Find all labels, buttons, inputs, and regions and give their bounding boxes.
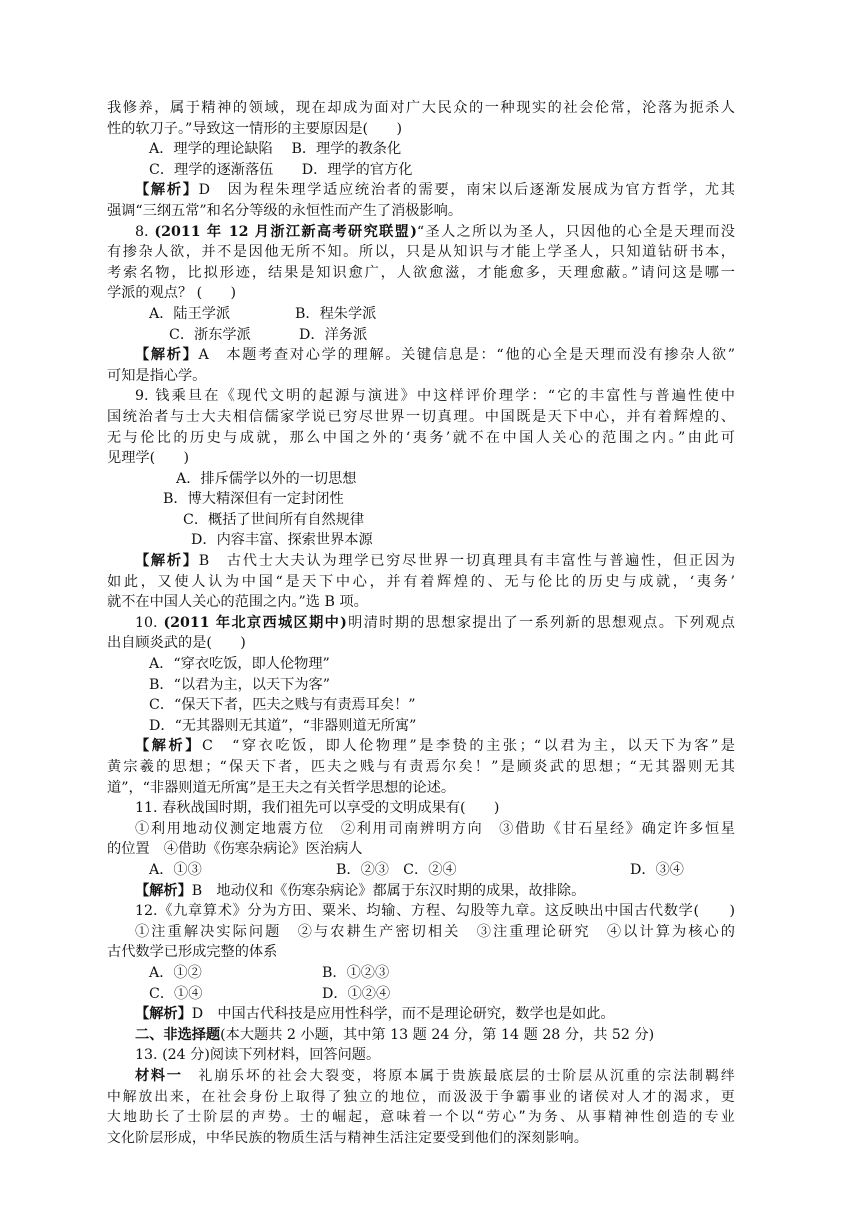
option-b: B．程朱学派 (295, 305, 377, 322)
question-source: (2011 年 12 月浙江新高考研究联盟) (154, 223, 417, 240)
answer-letter: D (191, 1006, 204, 1023)
question-line (107, 222, 735, 243)
text-line: 国统治者与士大夫相信儒家学说已穷尽世界一切真理。中国既是天下中心，并有着辉煌的、 (107, 408, 735, 425)
question-source: (2011 年北京西城区期中) (163, 614, 347, 631)
text-line: 我修养，属于精神的领域，现在却成为面对广大民众的一种现实的社会伦常，沦落为扼杀人 (107, 100, 735, 116)
option-d: D．洋务派 (299, 326, 368, 343)
answer-letter: B (198, 553, 210, 570)
document-page (107, 98, 735, 1148)
option-line: C．“保天下者，匹夫之贱与有责焉耳矣！” (149, 697, 416, 714)
analysis-label: 【解析】 (135, 553, 199, 570)
question-line: 9. 钱乘旦在《现代文明的起源与演进》中这样评价理学：“它的丰富性与普遍性使中 (135, 388, 735, 405)
option-a: A．陆王学派 (149, 305, 231, 322)
text-line: 道”，“非器则道无所寓”是王夫之有关哲学思想的论述。 (107, 779, 456, 796)
option-b-c: B．②③ C．②④ (336, 861, 457, 878)
analysis-text: 因为程朱理学适应统治者的需要，南宋以后逐渐发展成为官方哲学，尤其 (227, 182, 735, 199)
option-line: A．“穿衣吃饭，即人伦物理” (149, 656, 330, 673)
question-text: “圣人之所以为圣人，只因他的心全是天理而没 (416, 223, 735, 240)
analysis-line (107, 180, 735, 201)
answer-letter: C (201, 738, 213, 755)
analysis-text: 地动仪和《伤寒杂病论》都属于东汉时期的成果，故排除。 (216, 882, 586, 899)
text-line: 出自顾炎武的是( ) (107, 635, 246, 652)
option-d: D．①②④ (322, 985, 391, 1002)
question-line: 13. (24 分)阅读下列材料，回答问题。 (135, 1047, 381, 1064)
answer-letter: D (198, 182, 211, 199)
text-line: 性的软刀子。”导致这一情形的主要原因是( ) (107, 120, 402, 137)
option-line (107, 304, 735, 325)
text-line: 黄宗羲的思想；“保天下者，匹夫之贱与有责焉尔矣！”是顾炎武的思想；“无其器则无其 (107, 759, 735, 775)
option-line (107, 860, 735, 881)
analysis-label: 【解析】 (135, 882, 192, 899)
text-line: ①利用地动仪测定地震方位 ②利用司南辨明方向 ③借助《甘石星经》确定许多恒星 (135, 820, 735, 837)
text-line: 学派的观点？ ( ) (107, 285, 237, 302)
option-b: B．①②③ (322, 964, 390, 981)
option-a: A．①③ (149, 861, 202, 878)
section-note: (本大题共 2 小题，其中第 13 题 24 分，第 14 题 28 分，共 52 分) (220, 1026, 655, 1043)
analysis-text: 本题考查对心学的理解。关键信息是：“他的心全是天理而没有掺杂人欲” (226, 347, 735, 364)
option-line: A．排斥儒学以外的一切思想 (176, 470, 357, 487)
analysis-line (107, 1004, 735, 1025)
text-line: 强调“三纲五常”和名分等级的永恒性而产生了消极影响。 (107, 202, 463, 219)
analysis-line (107, 551, 735, 572)
option-line: C．理学的逐渐落伍 D．理学的官方化 (149, 161, 413, 178)
option-c: C．①④ (149, 985, 203, 1002)
question-text: 明清时期的思想家提出了一系列新的思想观点。下列观点 (346, 614, 735, 631)
section-heading (107, 1025, 735, 1046)
option-c: C．浙东学派 (169, 326, 251, 343)
analysis-label: 【解析】 (135, 738, 202, 755)
answer-letter: A (198, 347, 209, 364)
text-line: 有掺杂人欲，并不是因他无所不知。所以，只是从知识与才能上学圣人，只知道钻研书本， (107, 244, 735, 261)
analysis-line (107, 881, 735, 902)
analysis-text: 古代士大夫认为理学已穷尽世界一切真理具有丰富性与普遍性，但正因为 (226, 553, 735, 570)
text-line: 如此，又使人认为中国“是天下中心，并有着辉煌的、无与伦比的历史与成就，‘夷务’ (107, 573, 735, 590)
text-line: 见理学( ) (107, 450, 190, 467)
material-text: 礼崩乐坏的社会大裂变，将原本属于贵族最底层的士阶层从沉重的宗法制羁绊 (198, 1067, 735, 1084)
material-line: 文化阶层形成，中华民族的物质生活与精神生活注定要受到他们的深刻影响。 (107, 1129, 588, 1146)
option-line (107, 325, 735, 346)
option-line (107, 984, 735, 1005)
option-line: A．理学的理论缺陷 B．理学的教条化 (149, 141, 402, 158)
answer-letter: B (191, 882, 203, 899)
question-line: 12.《九章算术》分为方田、粟米、均输、方程、勾股等九章。这反映出中国古代数学( ) (135, 903, 735, 920)
option-line (107, 963, 735, 984)
text-line: 考索名物，比拟形迹，结果是知识愈广，人欲愈滋，才能愈多，天理愈蔽。”请问这是哪一 (107, 264, 735, 281)
text-line: ①注重解决实际问题 ②与农耕生产密切相关 ③注重理论研究 ④以计算为核心的 (135, 923, 735, 940)
material-line (107, 1066, 735, 1087)
section-title: 二、非选择题 (135, 1026, 221, 1043)
option-line: C．概括了世间所有自然规律 (183, 511, 365, 528)
analysis-text: 中国古代科技是应用性科学，而不是理论研究，数学也是如此。 (217, 1006, 615, 1023)
text-line: 可知是指心学。 (107, 367, 207, 384)
analysis-label: 【解析】 (135, 1006, 192, 1023)
text-line: 古代数学已形成完整的体系 (107, 944, 278, 961)
material-label: 材料一 (135, 1067, 183, 1084)
question-number: 10. (135, 614, 158, 631)
text-line: 的位置 ④借助《伤寒杂病论》医治病人 (107, 841, 363, 858)
text-line: 就不在中国人关心的范围之内。”选 B 项。 (107, 594, 368, 611)
analysis-label: 【解析】 (135, 182, 199, 199)
analysis-text: “穿衣吃饭，即人伦物理”是李贽的主张；“以君为主，以天下为客”是 (232, 738, 735, 755)
option-d: D．③④ (630, 861, 684, 878)
question-number: 8. (135, 223, 149, 240)
option-line: D．“无其器则无其道”，“非器则道无所寓” (149, 717, 417, 734)
material-line: 中解放出来，在社会身份上取得了独立的地位，而汲汲于争霸事业的诸侯对人才的渴求，更 (107, 1088, 735, 1105)
question-line: 11. 春秋战国时期，我们祖先可以享受的文明成果有( ) (135, 800, 500, 817)
option-line: B．博大精深但有一定封闭性 (163, 491, 344, 508)
analysis-label: 【解析】 (135, 347, 199, 364)
option-line: B．“以君为主，以天下为客” (149, 676, 330, 693)
analysis-line (107, 345, 735, 366)
analysis-line (107, 736, 735, 757)
question-line (107, 613, 735, 634)
text-line: 无与伦比的历史与成就，那么中国之外的‘夷务’就不在中国人关心的范围之内。”由此可 (107, 429, 735, 446)
option-a: A．①② (149, 964, 202, 981)
material-line: 大地助长了士阶层的声势。士的崛起，意味着一个以“劳心”为务、从事精神性创造的专业 (107, 1109, 735, 1126)
option-line: D．内容丰富、探索世界本源 (191, 532, 373, 549)
